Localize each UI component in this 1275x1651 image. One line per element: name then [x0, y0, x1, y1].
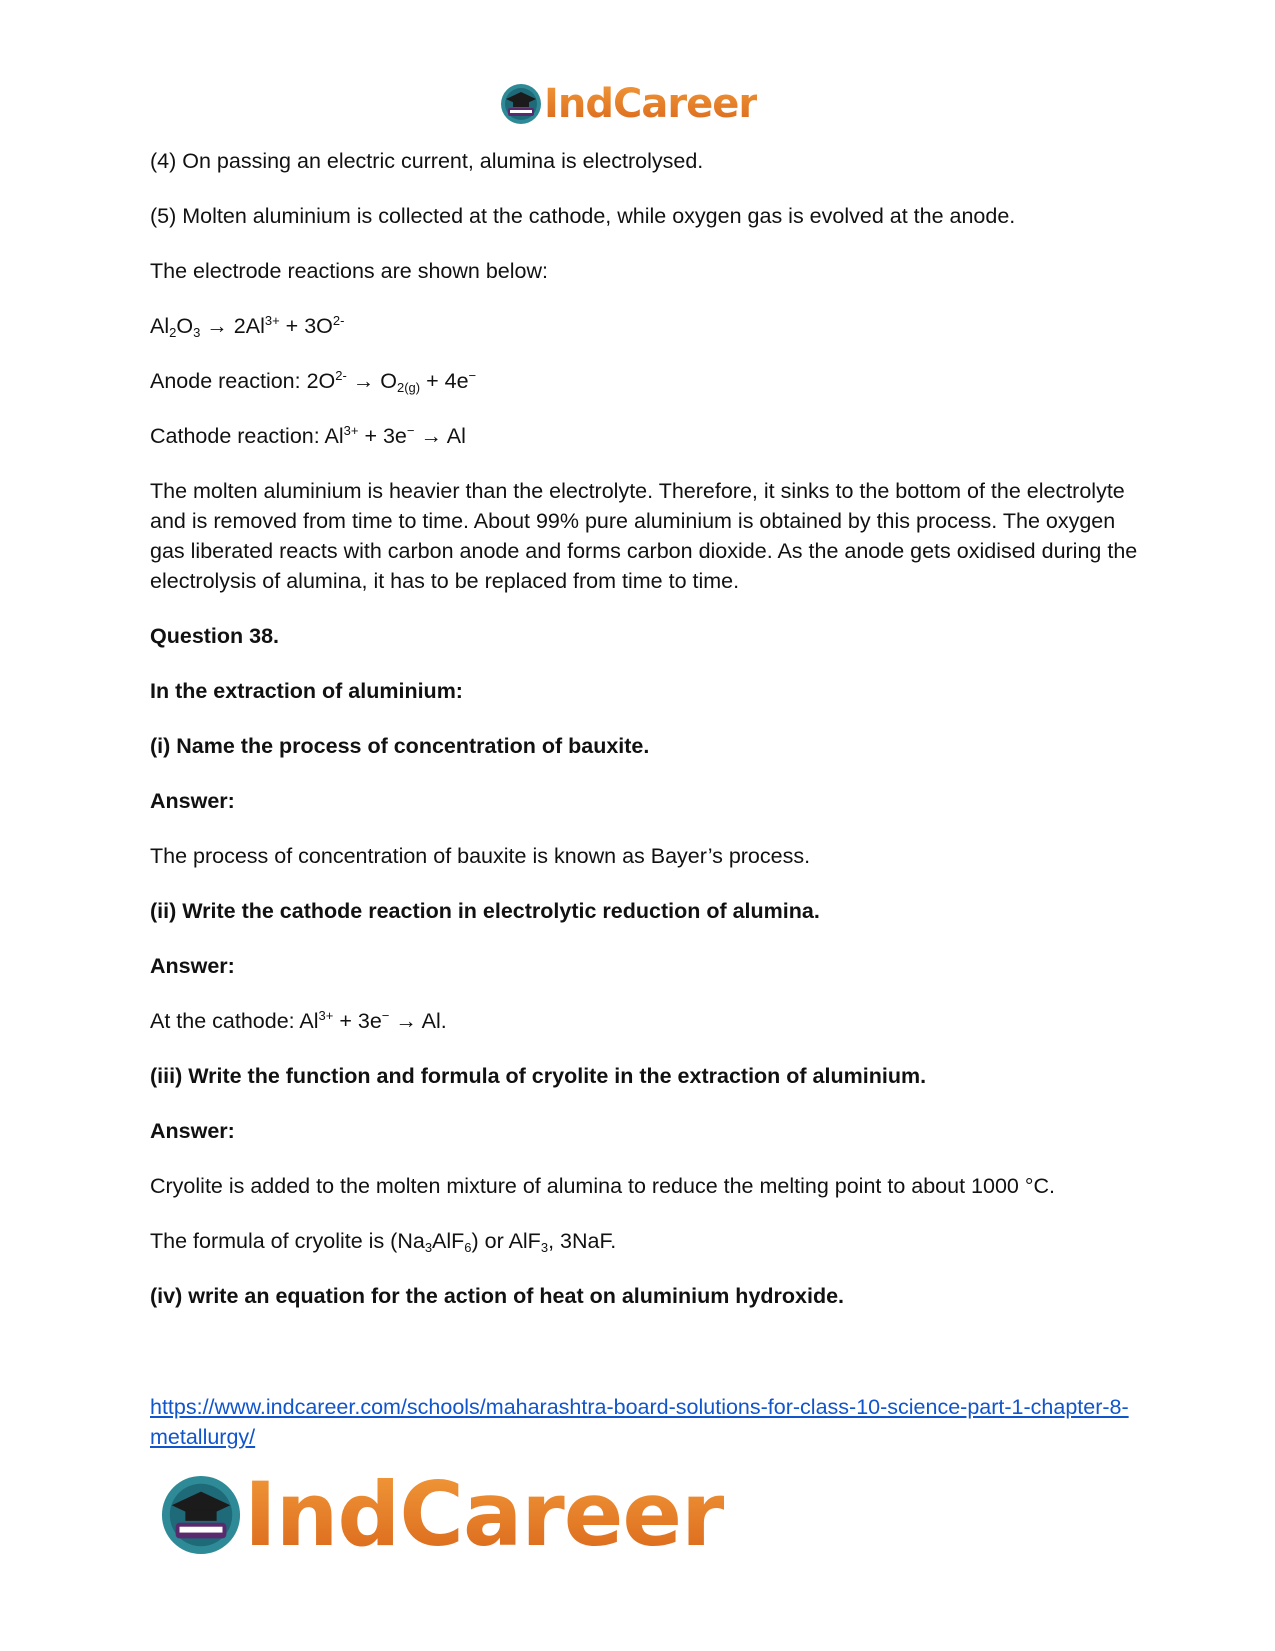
header-logo	[500, 80, 757, 128]
question-intro: In the extraction of aluminium:	[150, 679, 463, 703]
question-heading: Question 38.	[150, 624, 280, 648]
source-link[interactable]: https://www.indcareer.com/schools/maharashtra-board-solutions-for-class-10-science-part-1-chapter-8-metallurgy/	[150, 1395, 1129, 1449]
paragraph-step-4: (4) On passing an electric current, alumina is electrolysed.	[150, 149, 704, 173]
answer-part-iii-formula: The formula of cryolite is $(Na_3AlF_6)$ or AlF$_3$, 3NaF.	[150, 1229, 617, 1255]
graduation-cap-book-icon	[500, 83, 542, 125]
equation-anode: Anode reaction: $2O^{2-} \to O_{2(g)} + 4e^-$	[150, 368, 477, 395]
answer-part-iii-function: Cryolite is added to the molten mixture of alumina to reduce the melting point to about 1000 °C.	[150, 1174, 1055, 1198]
answer-label: Answer:	[150, 789, 235, 813]
graduation-cap-book-icon	[160, 1474, 242, 1556]
question-part-i: (i) Name the process of concentration of bauxite.	[150, 734, 650, 758]
question-part-ii: (ii) Write the cathode reaction in electrolytic reduction of alumina.	[150, 899, 820, 923]
equation-dissociation: $Al_2O_3 \to 2Al^{3+} + 3O^{2-}$	[150, 313, 345, 340]
answer-part-ii: At the cathode: $Al^{3+} + 3e^- \to Al$.	[150, 1008, 447, 1033]
paragraph-electrode-intro: The electrode reactions are shown below:	[150, 259, 548, 283]
question-part-iv: (iv) write an equation for the action of heat on aluminium hydroxide.	[150, 1284, 845, 1308]
paragraph-molten-aluminium: The molten aluminium is heavier than the electrolyte. Therefore, it sinks to the bottom of the electrolyte and is removed from time to time. About 99% pure aluminium is obtained by this process. The oxygen gas liberated reacts with carbon anode and forms carbon dioxide. As the anode gets oxidised during the electrolysis of alumina, it has to be replaced from time to time.	[150, 479, 1138, 593]
footer-logo-text: IndCareer	[244, 1463, 724, 1566]
answer-part-i: The process of concentration of bauxite is known as Bayer’s process.	[150, 844, 811, 868]
paragraph-step-5: (5) Molten aluminium is collected at the cathode, while oxygen gas is evolved at the anode.	[150, 204, 1016, 228]
document-body	[150, 146, 1140, 1336]
equation-cathode: Cathode reaction: $Al^{3+} + 3e^- \to Al$	[150, 423, 466, 448]
question-part-iii: (iii) Write the function and formula of cryolite in the extraction of aluminium.	[150, 1064, 927, 1088]
answer-label: Answer:	[150, 954, 235, 978]
answer-label: Answer:	[150, 1119, 235, 1143]
header-logo-text: IndCareer	[544, 81, 758, 127]
footer-logo	[160, 1465, 724, 1565]
